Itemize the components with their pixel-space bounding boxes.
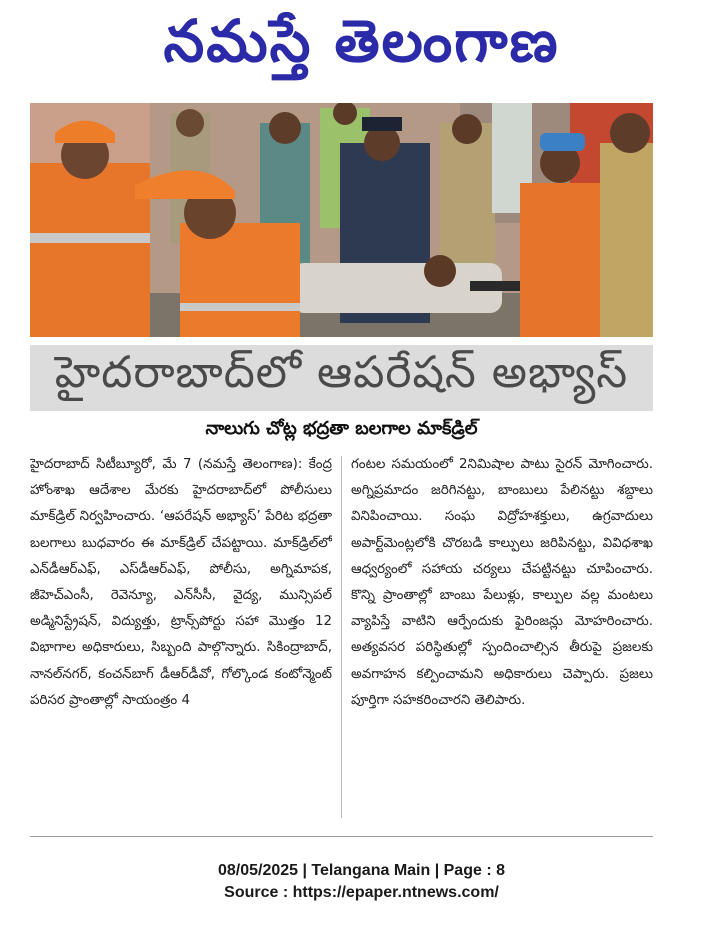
headline-banner bbox=[30, 345, 653, 411]
news-photo-illustration bbox=[30, 103, 653, 337]
article-column-1: హైదరాబాద్ సిటీబ్యూరో, మే 7 (నమస్తే తెలంగాణ): కేంద్ర హోంశాఖ ఆదేశాల మేరకు హైదరాబాద్‌లో పోలీసులు మాక్‌డ్రిల్ నిర్వహించారు. ‘ఆపరేషన్ అభ్యాస్’ పేరిట భద్రతా బలగాలు బుధవారం ఈ మాక్‌డ్రిల్ చేపట్టాయి. మాక్‌డ్రిల్‌లో ఎన్‌డీఆర్‌ఎఫ్, ఎస్‌డీఆర్‌ఎఫ్, పోలీసు, అగ్నిమాపక, జీహెచ్‌ఎంసీ, రెవెన్యూ, ఎన్‌సీసీ, వైద్య, మున్సిపల్ అడ్మినిస్ట్రేషన్, విద్యుత్తు, ట్రాన్స్‌పోర్టు సహా మొత్తం 12 విభాగాల అధికారులు, సిబ్బంది పాల్గొన్నారు. సికింద్రాబాద్, నానల్‌నగర్, కంచన్‌బాగ్ డీఆర్‌డీవో, గోల్కొండ కంటోన్మెంట్ పరిసర ప్రాంతాల్లో సాయంత్రం 4 bbox=[30, 457, 332, 708]
news-photo bbox=[30, 103, 653, 337]
masthead bbox=[0, 0, 723, 96]
footer bbox=[0, 860, 723, 904]
footer-divider bbox=[30, 836, 653, 837]
article-body bbox=[30, 452, 653, 827]
headline: హైదరాబాద్‌లో ఆపరేషన్ అభ్యాస్ bbox=[54, 347, 629, 398]
source-link[interactable]: Source : https://epaper.ntnews.com/ bbox=[224, 884, 499, 901]
column-divider bbox=[341, 456, 342, 818]
edition-info: 08/05/2025 | Telangana Main | Page : 8 bbox=[217, 862, 505, 879]
subheadline: నాలుగు చోట్ల భద్రతా బలగాల మాక్‌డ్రిల్ bbox=[205, 418, 478, 439]
article-column-2: గంటల సమయంలో 2నిమిషాల పాటు సైరన్ మోగించారు. అగ్నిప్రమాదం జరిగినట్టు, బాంబులు పేలినట్టు శబ్దాలు వినిపించాయి. సంఘ విద్రోహశక్తులు, ఉగ్రవాదులు అపార్ట్‌మెంట్లలోకి చొరబడి కాల్పులు జరిపినట్టు, వివిధశాఖ ఆధ్వర్యంలో సహాయ చర్యలు చేపట్టినట్టు చూపించారు. కొన్ని ప్రాంతాల్లో బాంబు పేలుళ్లు, కాల్పుల వల్ల మంటలు వ్యాపిస్తే వాటిని ఆర్పేందుకు ఫైరింజన్లు మోహరించారు. అత్యవసర పరిస్థితుల్లో స్పందించాల్సిన తీరుపై ప్రజలకు అవగాహన కల్పించామని అధికారులు చెప్పారు. ప్రజలు పూర్తిగా సహకరించారని తెలిపారు. bbox=[351, 457, 653, 708]
masthead-title: నమస్తే తెలంగాణ bbox=[163, 6, 560, 75]
